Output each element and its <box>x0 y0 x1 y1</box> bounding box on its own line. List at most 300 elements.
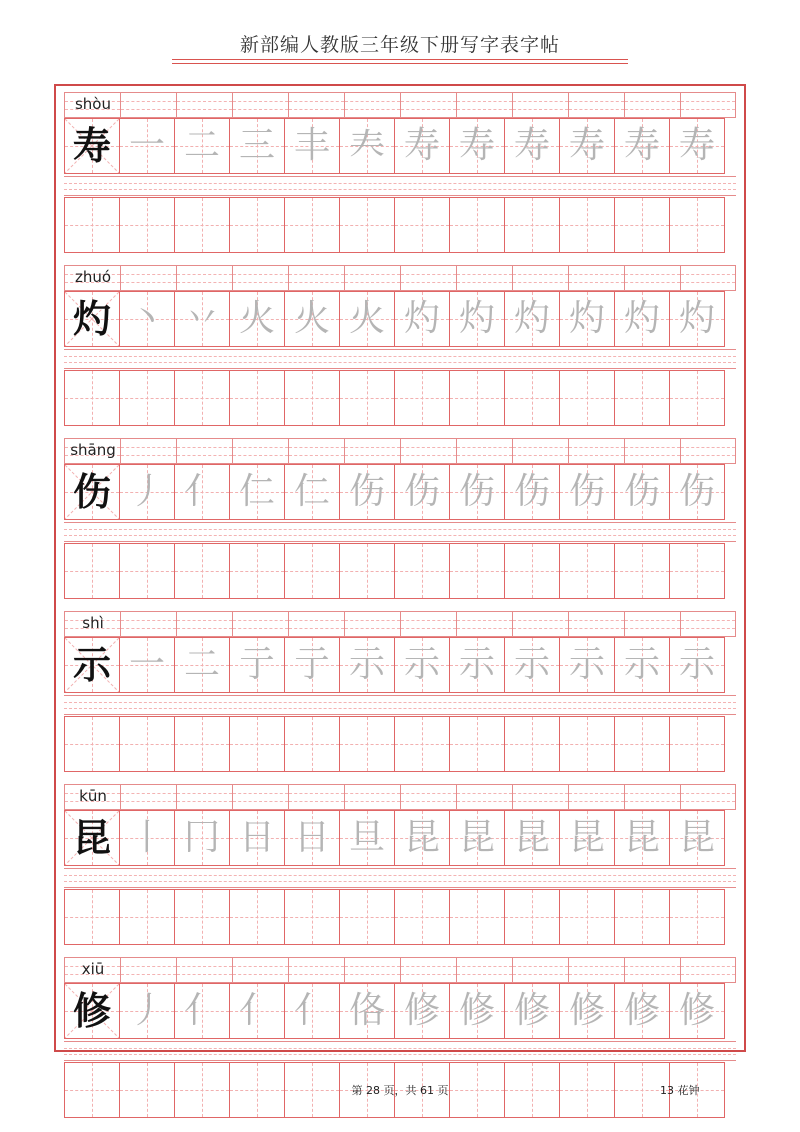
stroke-order-trace: 亻 <box>183 471 220 512</box>
tracing-row <box>64 464 736 520</box>
pinyin-cell <box>232 438 288 464</box>
pinyin-cell <box>512 784 568 810</box>
pinyin-cell <box>344 92 400 118</box>
tianzige-cell <box>669 291 725 347</box>
tianzige-cell <box>504 637 560 693</box>
page-title: 新部编人教版三年级下册写字表字帖 <box>239 34 560 56</box>
pinyin-cell <box>512 957 568 983</box>
stroke-order-trace: 丰 <box>293 125 330 166</box>
tianzige-cell[interactable] <box>669 889 725 945</box>
pinyin-cell <box>176 611 232 637</box>
pinyin-cell <box>568 265 624 291</box>
tianzige-cell[interactable] <box>504 543 560 599</box>
tianzige-cell <box>614 810 670 866</box>
pinyin-cell <box>512 611 568 637</box>
tianzige-cell <box>229 983 285 1039</box>
spacer-band <box>64 1041 736 1061</box>
pinyin-cell <box>176 265 232 291</box>
tianzige-cell[interactable] <box>64 889 120 945</box>
tianzige-cell <box>229 810 285 866</box>
tianzige-cell[interactable] <box>394 543 450 599</box>
tianzige-cell <box>614 118 670 174</box>
tianzige-cell <box>449 637 505 693</box>
pinyin-cell <box>568 92 624 118</box>
stroke-order-trace: 昆 <box>403 817 440 858</box>
pinyin-cell <box>512 92 568 118</box>
tianzige-cell <box>339 810 395 866</box>
tianzige-cell[interactable] <box>174 197 230 253</box>
stroke-order-trace: 一 <box>128 125 165 166</box>
tianzige-cell[interactable] <box>559 889 615 945</box>
pinyin-cell <box>680 92 736 118</box>
stroke-order-trace: 日 <box>238 817 275 858</box>
tianzige-cell[interactable] <box>284 889 340 945</box>
model-character: 寿 <box>72 123 111 168</box>
stroke-order-trace: 佫 <box>348 990 385 1031</box>
blank-practice-row <box>64 543 736 599</box>
pinyin-cell <box>568 438 624 464</box>
tianzige-cell <box>284 983 340 1039</box>
stroke-order-trace: 寿 <box>678 125 715 166</box>
tianzige-cell <box>669 983 725 1039</box>
tianzige-cell[interactable] <box>119 370 175 426</box>
stroke-order-trace: 昆 <box>623 817 660 858</box>
tianzige-cell[interactable] <box>449 889 505 945</box>
lesson-label: 13 花钟 <box>660 1084 700 1097</box>
pinyin-cell <box>400 92 456 118</box>
pinyin-cell <box>120 92 176 118</box>
tianzige-cell <box>229 464 285 520</box>
stroke-order-trace: 伤 <box>348 471 385 512</box>
tianzige-cell <box>339 291 395 347</box>
stroke-order-trace: 修 <box>623 990 660 1031</box>
tianzige-cell[interactable] <box>449 370 505 426</box>
stroke-order-trace: 昆 <box>678 817 715 858</box>
title-underline-thin <box>172 63 628 64</box>
tianzige-cell <box>449 118 505 174</box>
pinyin-cell <box>568 957 624 983</box>
pinyin-cell <box>120 611 176 637</box>
tianzige-cell <box>559 637 615 693</box>
pinyin-label: xiū <box>81 960 105 978</box>
pinyin-cell <box>344 265 400 291</box>
tianzige-cell <box>394 464 450 520</box>
tianzige-cell <box>449 464 505 520</box>
tianzige-cell <box>64 810 120 866</box>
tianzige-cell[interactable] <box>669 543 725 599</box>
tianzige-cell <box>504 983 560 1039</box>
tianzige-cell[interactable] <box>339 716 395 772</box>
tianzige-cell[interactable] <box>504 716 560 772</box>
tianzige-cell[interactable] <box>174 370 230 426</box>
stroke-order-trace: 寿 <box>403 125 440 166</box>
tianzige-cell[interactable] <box>504 197 560 253</box>
stroke-order-trace: 亍 <box>238 644 275 685</box>
tianzige-cell[interactable] <box>614 716 670 772</box>
tianzige-cell[interactable] <box>229 370 285 426</box>
tianzige-cell[interactable] <box>284 197 340 253</box>
tianzige-cell[interactable] <box>64 370 120 426</box>
tianzige-cell[interactable] <box>119 543 175 599</box>
stroke-order-trace: 昆 <box>513 817 550 858</box>
spacer-band <box>64 522 736 542</box>
tianzige-cell <box>64 637 120 693</box>
tianzige-cell <box>119 637 175 693</box>
pinyin-cell <box>456 438 512 464</box>
stroke-order-trace: 修 <box>513 990 550 1031</box>
stroke-order-trace: 亻 <box>293 990 330 1031</box>
character-group <box>56 432 744 605</box>
pinyin-cell <box>400 265 456 291</box>
tracing-row <box>64 637 736 693</box>
tianzige-cell[interactable] <box>669 716 725 772</box>
tianzige-cell <box>559 118 615 174</box>
stroke-order-trace: 丶 <box>128 298 165 339</box>
tianzige-cell[interactable] <box>64 543 120 599</box>
pinyin-cell <box>624 957 680 983</box>
pinyin-cell <box>176 784 232 810</box>
tianzige-cell <box>394 291 450 347</box>
stroke-order-trace: 火 <box>348 298 385 339</box>
blank-practice-row <box>64 370 736 426</box>
tianzige-cell[interactable] <box>669 370 725 426</box>
tianzige-cell[interactable] <box>394 889 450 945</box>
pinyin-cell <box>624 92 680 118</box>
pinyin-cell <box>680 611 736 637</box>
tianzige-cell <box>174 118 230 174</box>
pinyin-cell <box>456 957 512 983</box>
tracing-row <box>64 118 736 174</box>
pinyin-cell <box>512 438 568 464</box>
tianzige-cell[interactable] <box>449 543 505 599</box>
stroke-order-trace: 示 <box>623 644 660 685</box>
tianzige-cell[interactable] <box>394 197 450 253</box>
pinyin-cell <box>400 784 456 810</box>
tianzige-cell <box>229 637 285 693</box>
tianzige-cell[interactable] <box>339 197 395 253</box>
model-character: 示 <box>72 642 111 687</box>
stroke-order-trace: 寿 <box>568 125 605 166</box>
stroke-order-trace: 昆 <box>458 817 495 858</box>
tianzige-cell <box>174 464 230 520</box>
tianzige-cell[interactable] <box>339 370 395 426</box>
pinyin-cell <box>344 438 400 464</box>
tianzige-cell <box>284 118 340 174</box>
stroke-order-trace: 亻 <box>238 990 275 1031</box>
stroke-order-trace: 丨 <box>128 817 165 858</box>
tianzige-cell <box>119 291 175 347</box>
tianzige-cell[interactable] <box>229 543 285 599</box>
stroke-order-trace: 仁 <box>238 471 275 512</box>
model-character: 修 <box>72 988 111 1033</box>
pinyin-cell <box>456 92 512 118</box>
tianzige-cell <box>64 118 120 174</box>
tianzige-cell <box>504 118 560 174</box>
tianzige-cell[interactable] <box>559 197 615 253</box>
model-character: 伤 <box>72 469 111 514</box>
stroke-order-trace: 示 <box>568 644 605 685</box>
tianzige-cell <box>229 118 285 174</box>
stroke-order-trace: 火 <box>238 298 275 339</box>
tianzige-cell <box>339 637 395 693</box>
tianzige-cell[interactable] <box>614 197 670 253</box>
stroke-order-trace: 伤 <box>623 471 660 512</box>
pinyin-cell <box>288 784 344 810</box>
pinyin-cell <box>120 265 176 291</box>
tianzige-cell <box>504 464 560 520</box>
stroke-order-trace: 灼 <box>403 298 440 339</box>
stroke-order-trace: 火 <box>293 298 330 339</box>
pinyin-cell <box>288 611 344 637</box>
pinyin-row <box>64 265 736 291</box>
tianzige-cell <box>119 810 175 866</box>
pinyin-cell <box>288 265 344 291</box>
tianzige-cell <box>669 464 725 520</box>
tianzige-cell[interactable] <box>339 889 395 945</box>
stroke-order-trace: 示 <box>348 644 385 685</box>
tianzige-cell <box>669 637 725 693</box>
pinyin-cell <box>288 957 344 983</box>
pinyin-cell <box>232 265 288 291</box>
pinyin-cell <box>400 611 456 637</box>
tracing-row <box>64 291 736 347</box>
stroke-order-trace: 灼 <box>568 298 605 339</box>
pinyin-cell <box>344 957 400 983</box>
tianzige-cell <box>174 637 230 693</box>
page-number: 第 28 页，共 61 页 <box>351 1084 449 1097</box>
tianzige-cell[interactable] <box>614 543 670 599</box>
tianzige-cell[interactable] <box>669 197 725 253</box>
tianzige-cell <box>394 118 450 174</box>
tianzige-cell <box>339 118 395 174</box>
spacer-band <box>64 349 736 369</box>
stroke-order-trace: 伤 <box>403 471 440 512</box>
pinyin-cell <box>120 784 176 810</box>
pinyin-cell <box>232 611 288 637</box>
pinyin-label: kūn <box>79 787 107 805</box>
stroke-order-trace: 示 <box>458 644 495 685</box>
tianzige-cell <box>339 464 395 520</box>
stroke-order-trace: 修 <box>678 990 715 1031</box>
tianzige-cell <box>284 464 340 520</box>
tianzige-cell[interactable] <box>229 197 285 253</box>
tianzige-cell[interactable] <box>119 197 175 253</box>
stroke-order-trace: 修 <box>403 990 440 1031</box>
spacer-band <box>64 868 736 888</box>
tianzige-cell[interactable] <box>394 716 450 772</box>
tianzige-cell <box>119 983 175 1039</box>
pinyin-cell <box>400 957 456 983</box>
tianzige-cell[interactable] <box>174 889 230 945</box>
stroke-order-trace: 示 <box>513 644 550 685</box>
title-underline <box>172 59 628 60</box>
stroke-order-trace: 丷 <box>183 298 220 339</box>
tianzige-cell[interactable] <box>64 716 120 772</box>
stroke-order-trace: 冂 <box>183 817 220 858</box>
tianzige-cell <box>614 983 670 1039</box>
stroke-order-trace: 修 <box>568 990 605 1031</box>
tianzige-cell <box>119 464 175 520</box>
tianzige-cell <box>174 291 230 347</box>
pinyin-row <box>64 957 736 983</box>
tianzige-cell <box>614 637 670 693</box>
pinyin-cell <box>64 784 120 810</box>
tianzige-cell[interactable] <box>449 197 505 253</box>
tianzige-cell[interactable] <box>119 716 175 772</box>
pinyin-cell <box>680 784 736 810</box>
stroke-order-trace: 伤 <box>678 471 715 512</box>
tianzige-cell[interactable] <box>284 543 340 599</box>
tianzige-cell <box>669 118 725 174</box>
stroke-order-trace: 二 <box>183 644 220 685</box>
tianzige-cell[interactable] <box>339 543 395 599</box>
tianzige-cell[interactable] <box>559 716 615 772</box>
stroke-order-trace: 修 <box>458 990 495 1031</box>
stroke-order-trace: 日 <box>293 817 330 858</box>
pinyin-cell <box>64 265 120 291</box>
pinyin-cell <box>232 92 288 118</box>
tianzige-cell[interactable] <box>284 716 340 772</box>
tianzige-cell[interactable] <box>614 889 670 945</box>
tianzige-cell[interactable] <box>449 716 505 772</box>
stroke-order-trace: 灼 <box>678 298 715 339</box>
pinyin-cell <box>400 438 456 464</box>
character-group <box>56 86 744 259</box>
tianzige-cell <box>614 291 670 347</box>
stroke-order-trace: 旦 <box>348 817 385 858</box>
stroke-order-trace: 丿 <box>128 990 165 1031</box>
character-group <box>56 605 744 778</box>
tianzige-cell[interactable] <box>229 889 285 945</box>
tianzige-cell <box>449 983 505 1039</box>
pinyin-cell <box>176 957 232 983</box>
tianzige-cell <box>229 291 285 347</box>
pinyin-cell <box>680 957 736 983</box>
pinyin-cell <box>64 92 120 118</box>
tianzige-cell <box>449 810 505 866</box>
pinyin-label: zhuó <box>74 268 112 286</box>
pinyin-cell <box>344 784 400 810</box>
pinyin-row <box>64 92 736 118</box>
pinyin-cell <box>344 611 400 637</box>
tianzige-cell[interactable] <box>504 889 560 945</box>
pinyin-row <box>64 611 736 637</box>
pinyin-label: shòu <box>74 95 111 113</box>
pinyin-cell <box>456 784 512 810</box>
tracing-row <box>64 983 736 1039</box>
model-character: 昆 <box>72 815 111 860</box>
blank-practice-row <box>64 716 736 772</box>
pinyin-cell <box>232 784 288 810</box>
stroke-order-trace: 寿 <box>513 125 550 166</box>
character-group <box>56 778 744 951</box>
tianzige-cell[interactable] <box>394 370 450 426</box>
pinyin-row <box>64 784 736 810</box>
tracing-row <box>64 810 736 866</box>
tianzige-cell <box>64 983 120 1039</box>
tianzige-cell <box>669 810 725 866</box>
stroke-order-trace: 灼 <box>513 298 550 339</box>
tianzige-cell <box>449 291 505 347</box>
stroke-order-trace: 𡗗 <box>348 125 385 166</box>
stroke-order-trace: 伤 <box>568 471 605 512</box>
stroke-order-trace: 伤 <box>513 471 550 512</box>
pinyin-cell <box>568 611 624 637</box>
pinyin-cell <box>64 957 120 983</box>
pinyin-cell <box>624 265 680 291</box>
tianzige-cell[interactable] <box>229 716 285 772</box>
pinyin-cell <box>456 265 512 291</box>
tianzige-cell <box>119 118 175 174</box>
blank-practice-row <box>64 889 736 945</box>
tianzige-cell <box>284 810 340 866</box>
tianzige-cell <box>64 464 120 520</box>
stroke-order-trace: 示 <box>678 644 715 685</box>
tianzige-cell <box>174 810 230 866</box>
tianzige-cell[interactable] <box>174 543 230 599</box>
pinyin-cell <box>680 265 736 291</box>
tianzige-cell <box>504 810 560 866</box>
tianzige-cell[interactable] <box>119 889 175 945</box>
blank-practice-row <box>64 197 736 253</box>
tianzige-cell <box>559 810 615 866</box>
pinyin-cell <box>624 438 680 464</box>
pinyin-cell <box>624 611 680 637</box>
pinyin-label: shì <box>82 614 104 632</box>
tianzige-cell <box>284 637 340 693</box>
practice-sheet <box>54 84 746 1052</box>
tianzige-cell <box>504 291 560 347</box>
tianzige-cell <box>64 291 120 347</box>
pinyin-cell <box>288 438 344 464</box>
tianzige-cell <box>614 464 670 520</box>
tianzige-cell <box>394 810 450 866</box>
tianzige-cell <box>559 983 615 1039</box>
tianzige-cell <box>284 291 340 347</box>
spacer-band <box>64 695 736 715</box>
character-group <box>56 259 744 432</box>
tianzige-cell <box>174 983 230 1039</box>
tianzige-cell <box>394 637 450 693</box>
tianzige-cell[interactable] <box>284 370 340 426</box>
pinyin-cell <box>456 611 512 637</box>
stroke-order-trace: 二 <box>183 125 220 166</box>
model-character: 灼 <box>72 296 111 341</box>
tianzige-cell[interactable] <box>559 543 615 599</box>
tianzige-cell[interactable] <box>174 716 230 772</box>
tianzige-cell[interactable] <box>64 197 120 253</box>
tianzige-cell <box>339 983 395 1039</box>
stroke-order-trace: 伤 <box>458 471 495 512</box>
stroke-order-trace: 亻 <box>183 990 220 1031</box>
tianzige-cell <box>559 464 615 520</box>
pinyin-row <box>64 438 736 464</box>
stroke-order-trace: 亍 <box>293 644 330 685</box>
spacer-band <box>64 176 736 196</box>
stroke-order-trace: 灼 <box>458 298 495 339</box>
pinyin-cell <box>624 784 680 810</box>
stroke-order-trace: 寿 <box>623 125 660 166</box>
pinyin-cell <box>680 438 736 464</box>
stroke-order-trace: 仁 <box>293 471 330 512</box>
tianzige-cell[interactable] <box>504 370 560 426</box>
pinyin-cell <box>64 611 120 637</box>
tianzige-cell[interactable] <box>614 370 670 426</box>
tianzige-cell <box>394 983 450 1039</box>
tianzige-cell[interactable] <box>559 370 615 426</box>
stroke-order-trace: 三 <box>238 125 275 166</box>
stroke-order-trace: 昆 <box>568 817 605 858</box>
